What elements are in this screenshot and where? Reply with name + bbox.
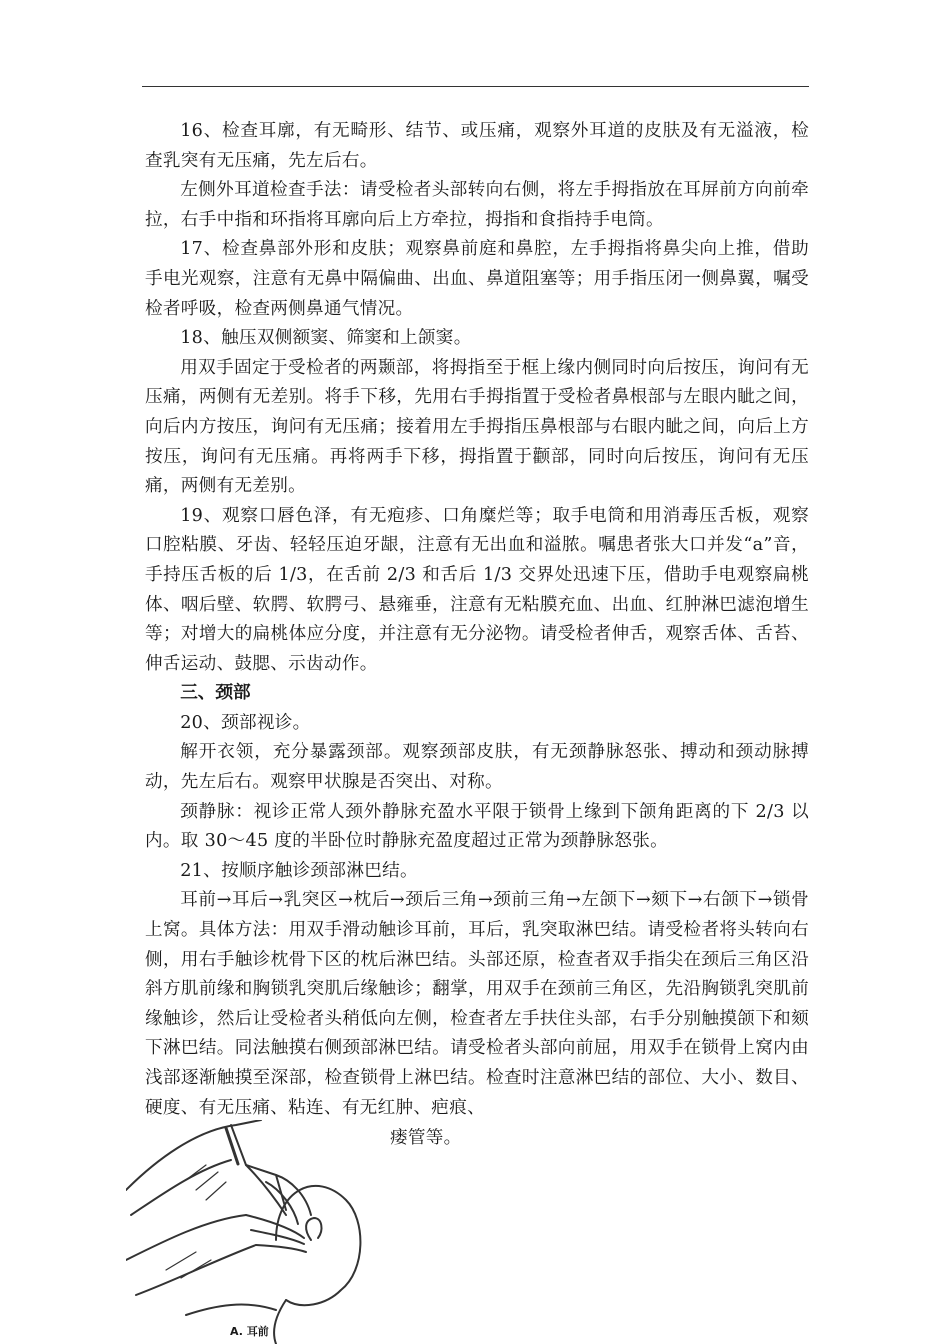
illustration-hands-palpating-preauricular-icon [126,1120,366,1344]
paragraph-neck-inspection: 解开衣领，充分暴露颈部。观察颈部皮肤，有无颈静脉怒张、搏动和颈动脉搏动，先左后右。观察甲状腺是否突出、对称。 [145,742,809,793]
paragraph-ear-canal-method: 左侧外耳道检查手法：请受检者头部转向右侧，将左手拇指放在耳屏前方向前牵拉，右手中指和环指将耳廓向后上方牵拉，拇指和食指持手电筒。 [145,180,809,230]
section-heading-neck: 三、颈部 [180,683,251,704]
paragraph-tail: 瘘管等。 [390,1128,462,1148]
header-rule [142,86,809,87]
paragraph-18: 18、触压双侧额窦、筛窦和上颌窦。 [180,328,472,349]
figure-caption: A. 耳前 [230,1325,269,1338]
paragraph-jugular-vein: 颈静脉：视诊正常人颈外静脉充盈水平限于锁骨上缘到下颌角距离的下 2/3 以内。取 30～45 度的半卧位时静脉充盈度超过正常为颈静脉怒张。 [145,801,809,852]
paragraph-21: 21、按顺序触诊颈部淋巴结。 [180,860,418,881]
paragraph-lymph-node-method: 耳前→耳后→乳突区→枕后→颈后三角→颈前三角→左颌下→颏下→右颌下→锁骨上窝。具体方法：用双手滑动触诊耳前，耳后，乳突取淋巴结。请受检者将头转向右侧，用右手触诊枕骨下区的枕后淋巴结。头部还原，检查者双手指尖在颈后三角区沿斜方肌前缘和胸锁乳突肌后缘触诊；翻掌，用双手在颈前三角区，先沿胸锁乳突肌前缘触诊，然后让受检者头稍低向左侧，检查者左手扶住头部，右手分别触摸颌下和颏下淋巴结。同法触摸右侧颈部淋巴结。请受检者头部向前屈，用双手在锁骨上窝内由浅部逐渐触摸至深部，检查锁骨上淋巴结。检查时注意淋巴结的部位、大小、数目、硬度、有无压痛、粘连、有无红肿、疤痕、 [145,890,809,1118]
paragraph-sinus-method: 用双手固定于受检者的两颞部，将拇指至于框上缘内侧同时向后按压，询问有无压痛，两侧有无差别。将手下移，先用右手拇指置于受检者鼻根部与左眼内眦之间，向后内方按压，询问有无压痛；接着用左手拇指压鼻根部与右眼内眦之间，向后上方按压，询问有无压痛。再将两手下移，拇指置于颧部，同时向后按压，询问有无压痛，两侧有无差别。 [145,357,809,497]
paragraph-16: 16、检查耳廓，有无畸形、结节、或压痛，观察外耳道的皮肤及有无溢液，检查乳突有无压痛，先左后右。 [145,121,809,171]
paragraph-17: 17、检查鼻部外形和皮肤；观察鼻前庭和鼻腔，左手拇指将鼻尖向上推，借助手电光观察，注意有无鼻中隔偏曲、出血、鼻道阻塞等；用手指压闭一侧鼻翼，嘱受检者呼吸，检查两侧鼻通气情况。 [145,239,809,319]
paragraph-20: 20、颈部视诊。 [180,712,311,733]
document-body [145,117,809,1123]
paragraph-19: 19、观察口唇色泽，有无疱疹、口角糜烂等；取手电筒和用消毒压舌板，观察口腔粘膜、牙齿、轻轻压迫牙龈，注意有无出血和溢脓。嘱患者张大口并发“a”音，手持压舌板的后 1/3，在舌前 2/3 和舌后 1/3 交界处迅速下压，借助手电观察扁桃体、咽后壁、软腭、软腭弓、悬雍垂，注意有无粘膜充血、出血、红肿淋巴滤泡增生等；对增大的扁桃体应分度，并注意有无分泌物。请受检者伸舌，观察舌体、舌苔、伸舌运动、鼓腮、示齿动作。 [145,505,809,674]
